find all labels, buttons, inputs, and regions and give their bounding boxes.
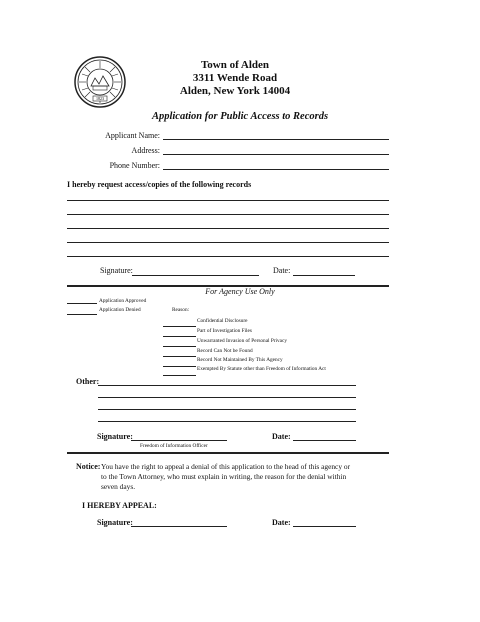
applicant-signature-field[interactable] <box>132 275 259 276</box>
reason-item-5: Record Not Maintained By This Agency <box>197 357 283 363</box>
request-statement: I hereby request access/copies of the following records <box>67 180 252 189</box>
records-line-5[interactable] <box>67 256 389 257</box>
applicant-date-label: Date: <box>273 266 291 275</box>
officer-signature-field[interactable] <box>131 440 227 441</box>
other-line-2[interactable] <box>98 397 356 398</box>
other-label: Other: <box>76 377 100 386</box>
address-label: Address: <box>131 146 160 155</box>
other-line-4[interactable] <box>98 421 356 422</box>
appeal-date-label: Date: <box>272 518 291 527</box>
officer-signature-label: Signature: <box>97 432 133 441</box>
reason-item-3: Unwarranted Invasion of Personal Privacy <box>197 338 288 344</box>
other-line-1[interactable] <box>98 385 356 386</box>
reason-checkbox-line-4[interactable] <box>163 356 196 357</box>
records-line-2[interactable] <box>67 214 389 215</box>
reason-item-1: Confidential Disclosure <box>197 318 248 324</box>
applicant-date-field[interactable] <box>293 275 355 276</box>
town-seal-graphic <box>74 56 126 108</box>
address-field[interactable] <box>163 154 389 155</box>
reason-item-6: Exempted By Statute other than Freedom of Information Act <box>197 366 326 372</box>
denied-label: Application Denied <box>99 307 141 313</box>
appeal-heading: I HEREBY APPEAL: <box>82 501 157 510</box>
reason-checkbox-line-2[interactable] <box>163 336 196 337</box>
town-city: Alden, New York 14004 <box>179 85 291 97</box>
notice-line-2: to the Town Attorney, who must explain in writing, the reason for the denial within <box>101 472 347 481</box>
appeal-signature-label: Signature: <box>97 518 133 527</box>
applicant-name-field[interactable] <box>163 139 389 140</box>
applicant-name-label: Applicant Name: <box>105 131 160 140</box>
form-title: Application for Public Access to Records <box>151 111 329 122</box>
records-line-1[interactable] <box>67 200 389 201</box>
town-seal <box>74 56 126 108</box>
town-name: Town of Alden <box>200 59 270 71</box>
reason-label: Reason: <box>172 307 190 313</box>
approved-label: Application Approved <box>99 298 147 304</box>
reason-item-2: Part of Investigation Files <box>197 328 252 334</box>
phone-number-field[interactable] <box>163 169 389 170</box>
seal-year: 1823 <box>96 96 104 102</box>
appeal-signature-field[interactable] <box>131 526 227 527</box>
officer-caption: Freedom of Information Officer <box>140 443 208 449</box>
appeal-date-field[interactable] <box>293 526 356 527</box>
agency-heading: For Agency Use Only <box>205 287 275 296</box>
town-street: 3311 Wende Road <box>192 72 278 84</box>
approved-checkbox-line[interactable] <box>67 303 97 304</box>
other-line-3[interactable] <box>98 409 356 410</box>
officer-date-field[interactable] <box>293 440 356 441</box>
notice-line-1: You have the right to appeal a denial of this application to the head of this agency or <box>101 462 351 471</box>
notice-line-3: seven days. <box>101 482 136 491</box>
notice-divider <box>67 452 389 454</box>
reason-checkbox-line-5[interactable] <box>163 366 196 367</box>
reason-item-4: Record Can Not be Found <box>197 348 253 354</box>
denied-checkbox-line[interactable] <box>67 314 97 315</box>
records-line-3[interactable] <box>67 228 389 229</box>
records-line-4[interactable] <box>67 242 389 243</box>
applicant-signature-label: Signature: <box>100 266 133 275</box>
reason-checkbox-line-3[interactable] <box>163 346 196 347</box>
reason-checkbox-line-1[interactable] <box>163 326 196 327</box>
phone-number-label: Phone Number: <box>109 161 160 170</box>
reason-checkbox-line-6[interactable] <box>163 375 196 376</box>
notice-label: Notice: <box>76 462 101 471</box>
officer-date-label: Date: <box>272 432 291 441</box>
